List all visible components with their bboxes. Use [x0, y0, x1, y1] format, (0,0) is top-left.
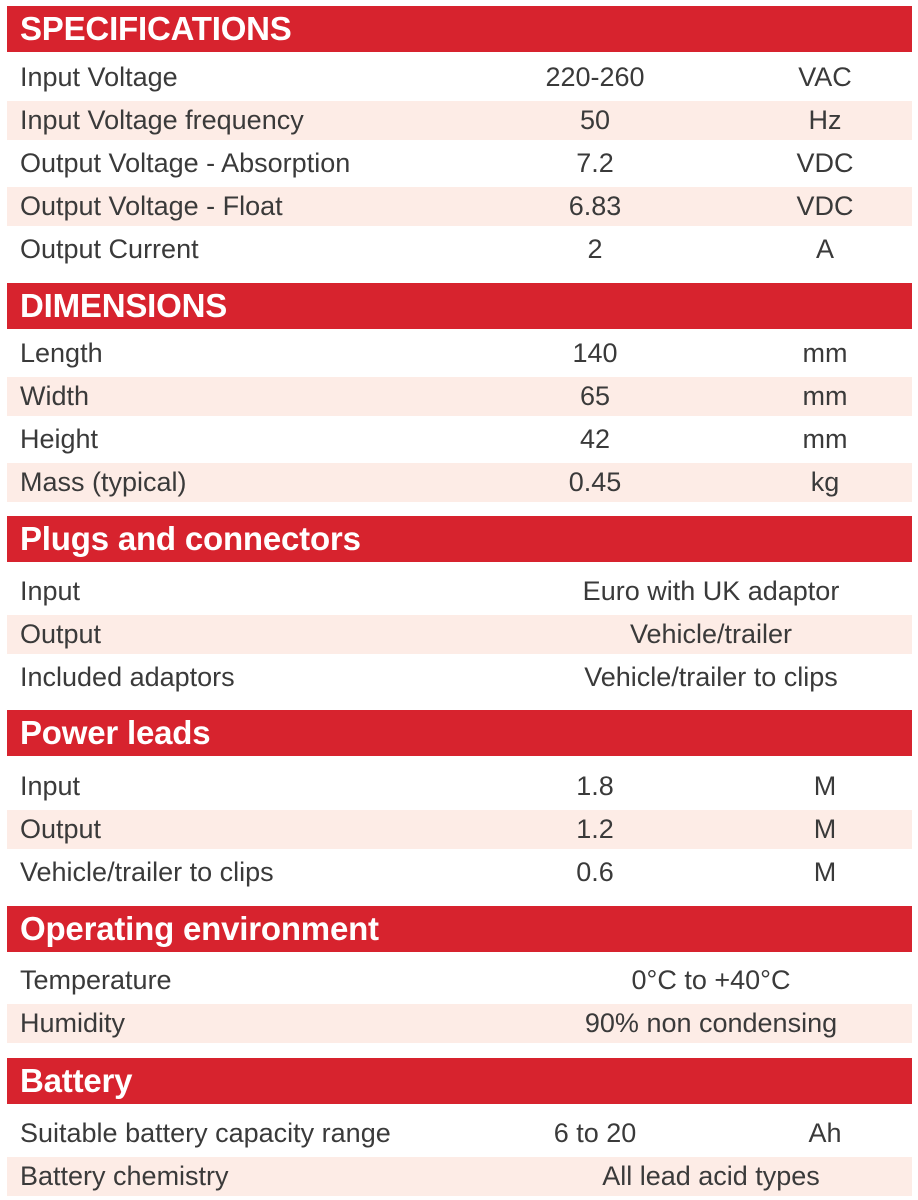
row-unit: M: [813, 814, 837, 844]
row-unit: A: [815, 234, 835, 264]
row-value: 42: [579, 424, 611, 454]
spec-row-output-float: [7, 187, 912, 226]
battery-row-capacity: [7, 1114, 912, 1153]
row-unit: kg: [810, 467, 840, 497]
dim-row-width: [7, 377, 912, 416]
plugs-row-output: [7, 615, 912, 654]
dimensions-header: DIMENSIONS: [7, 283, 912, 329]
row-value: 220-260: [545, 62, 645, 92]
row-value: 2: [587, 234, 603, 264]
row-label: Humidity: [20, 1008, 126, 1038]
row-unit: VAC: [798, 62, 852, 92]
plugs-row-included-adaptors: [7, 658, 912, 697]
row-label: Length: [20, 338, 103, 368]
spec-row-output-absorption: [7, 144, 912, 183]
leads-row-output: [7, 810, 912, 849]
row-label: Output: [20, 619, 102, 649]
row-value: 6.83: [568, 191, 622, 221]
spec-row-input-voltage: [7, 58, 912, 97]
row-unit: VDC: [796, 191, 854, 221]
row-label: Output Voltage - Absorption: [20, 148, 351, 178]
row-unit: mm: [802, 338, 848, 368]
row-value: 0.45: [568, 467, 622, 497]
row-value: 1.2: [576, 814, 614, 844]
row-unit: M: [813, 771, 837, 801]
row-unit: Hz: [808, 105, 842, 135]
power-leads-header: Power leads: [7, 710, 912, 756]
row-value: 140: [572, 338, 618, 368]
row-label: Output Voltage - Float: [20, 191, 283, 221]
plugs-header: Plugs and connectors: [7, 516, 912, 562]
leads-row-input: [7, 767, 912, 806]
row-value: 65: [579, 381, 611, 411]
row-unit: mm: [802, 381, 848, 411]
row-label: Mass (typical): [20, 467, 187, 497]
spec-row-input-frequency: [7, 101, 912, 140]
row-label: Width: [20, 381, 90, 411]
row-value: All lead acid types: [602, 1161, 820, 1191]
row-value: 0°C to +40°C: [631, 965, 791, 995]
row-value: Vehicle/trailer: [629, 619, 793, 649]
leads-row-vehicle-trailer: [7, 853, 912, 892]
dim-row-height: [7, 420, 912, 459]
row-label: Input Voltage frequency: [20, 105, 304, 135]
row-label: Vehicle/trailer to clips: [20, 857, 274, 887]
row-label: Output: [20, 814, 102, 844]
environment-header: Operating environment: [7, 906, 912, 952]
row-value: 1.8: [576, 771, 614, 801]
row-label: Battery chemistry: [20, 1161, 229, 1191]
row-label: Suitable battery capacity range: [20, 1118, 391, 1148]
env-row-temperature: [7, 961, 912, 1000]
battery-row-chemistry: [7, 1157, 912, 1196]
dim-row-mass: [7, 463, 912, 502]
dim-row-length: [7, 334, 912, 373]
row-value: 90% non condensing: [584, 1008, 838, 1038]
specifications-header: SPECIFICATIONS: [7, 6, 912, 52]
row-label: Input: [20, 576, 81, 606]
row-unit: mm: [802, 424, 848, 454]
row-value: 6 to 20: [553, 1118, 637, 1148]
env-row-humidity: [7, 1004, 912, 1043]
battery-header: Battery: [7, 1058, 912, 1104]
row-unit: M: [813, 857, 837, 887]
row-value: 0.6: [576, 857, 614, 887]
row-value: 7.2: [576, 148, 614, 178]
row-value: 50: [579, 105, 611, 135]
row-value: Euro with UK adaptor: [582, 576, 840, 606]
row-label: Input: [20, 771, 81, 801]
row-label: Output Current: [20, 234, 199, 264]
row-value: Vehicle/trailer to clips: [584, 662, 838, 692]
spec-row-output-current: [7, 230, 912, 269]
row-label: Temperature: [20, 965, 172, 995]
row-label: Included adaptors: [20, 662, 235, 692]
row-label: Height: [20, 424, 99, 454]
plugs-row-input: [7, 572, 912, 611]
row-label: Input Voltage: [20, 62, 178, 92]
row-unit: Ah: [808, 1118, 842, 1148]
row-unit: VDC: [796, 148, 854, 178]
